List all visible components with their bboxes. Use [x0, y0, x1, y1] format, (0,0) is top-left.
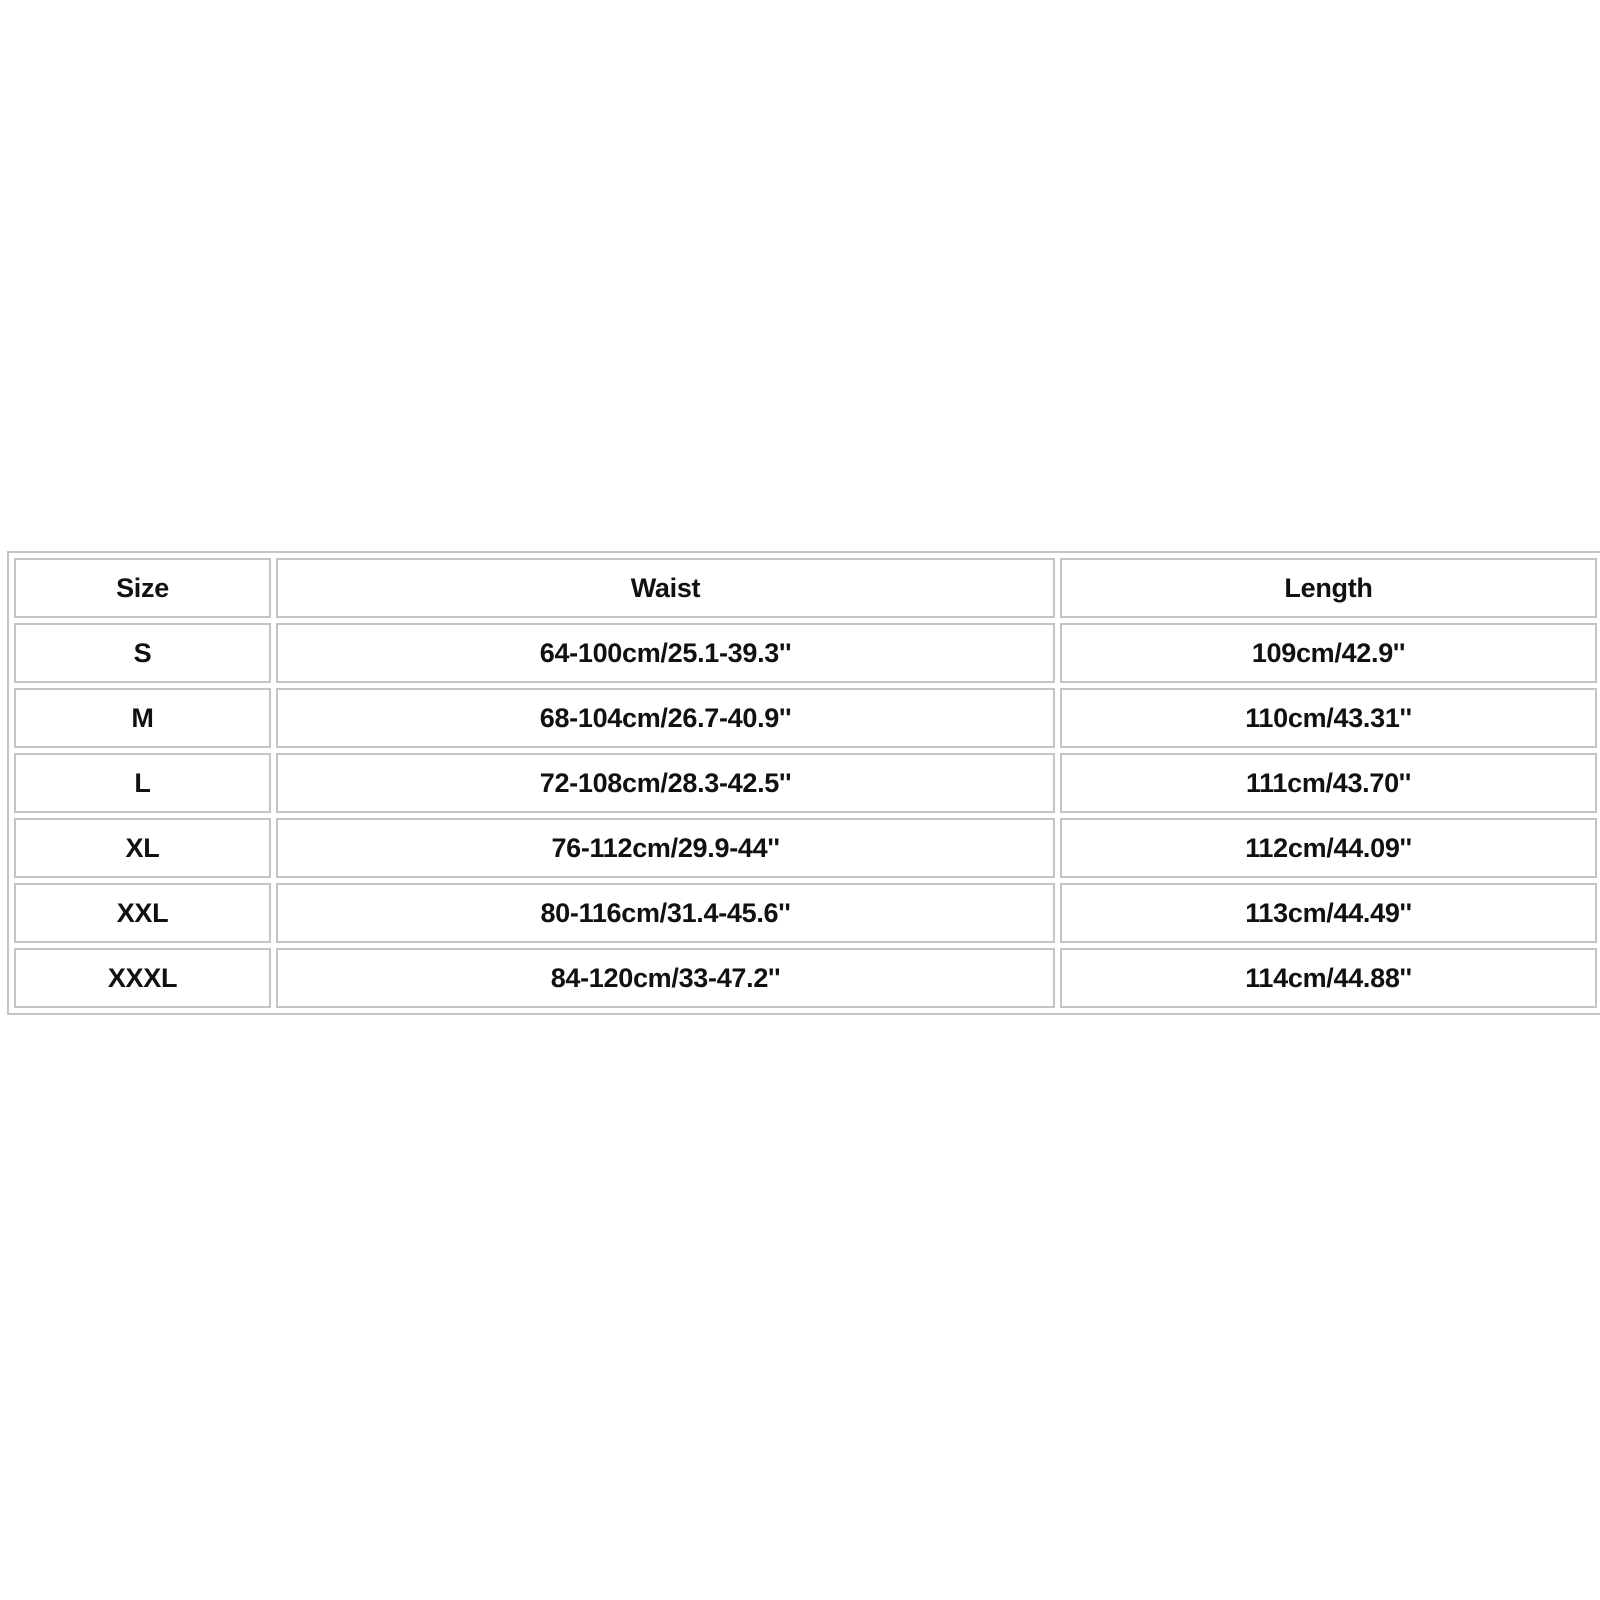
size-cell: M [14, 688, 271, 748]
size-cell: S [14, 623, 271, 683]
length-cell: 110cm/43.31'' [1060, 688, 1597, 748]
length-cell: 111cm/43.70'' [1060, 753, 1597, 813]
table-row [14, 883, 1597, 943]
size-chart-table [7, 551, 1600, 1015]
size-chart [7, 551, 1594, 1015]
waist-cell: 68-104cm/26.7-40.9'' [276, 688, 1055, 748]
size-cell: XL [14, 818, 271, 878]
table-row [14, 688, 1597, 748]
waist-cell: 64-100cm/25.1-39.3'' [276, 623, 1055, 683]
waist-cell: 80-116cm/31.4-45.6'' [276, 883, 1055, 943]
table-row [14, 818, 1597, 878]
header-length: Length [1060, 558, 1597, 618]
size-cell: L [14, 753, 271, 813]
length-cell: 112cm/44.09'' [1060, 818, 1597, 878]
header-row [14, 558, 1597, 618]
table-row [14, 753, 1597, 813]
header-size: Size [14, 558, 271, 618]
size-cell: XXXL [14, 948, 271, 1008]
length-cell: 113cm/44.49'' [1060, 883, 1597, 943]
size-cell: XXL [14, 883, 271, 943]
waist-cell: 76-112cm/29.9-44'' [276, 818, 1055, 878]
waist-cell: 72-108cm/28.3-42.5'' [276, 753, 1055, 813]
table-row [14, 623, 1597, 683]
table-row [14, 948, 1597, 1008]
length-cell: 109cm/42.9'' [1060, 623, 1597, 683]
header-waist: Waist [276, 558, 1055, 618]
length-cell: 114cm/44.88'' [1060, 948, 1597, 1008]
waist-cell: 84-120cm/33-47.2'' [276, 948, 1055, 1008]
